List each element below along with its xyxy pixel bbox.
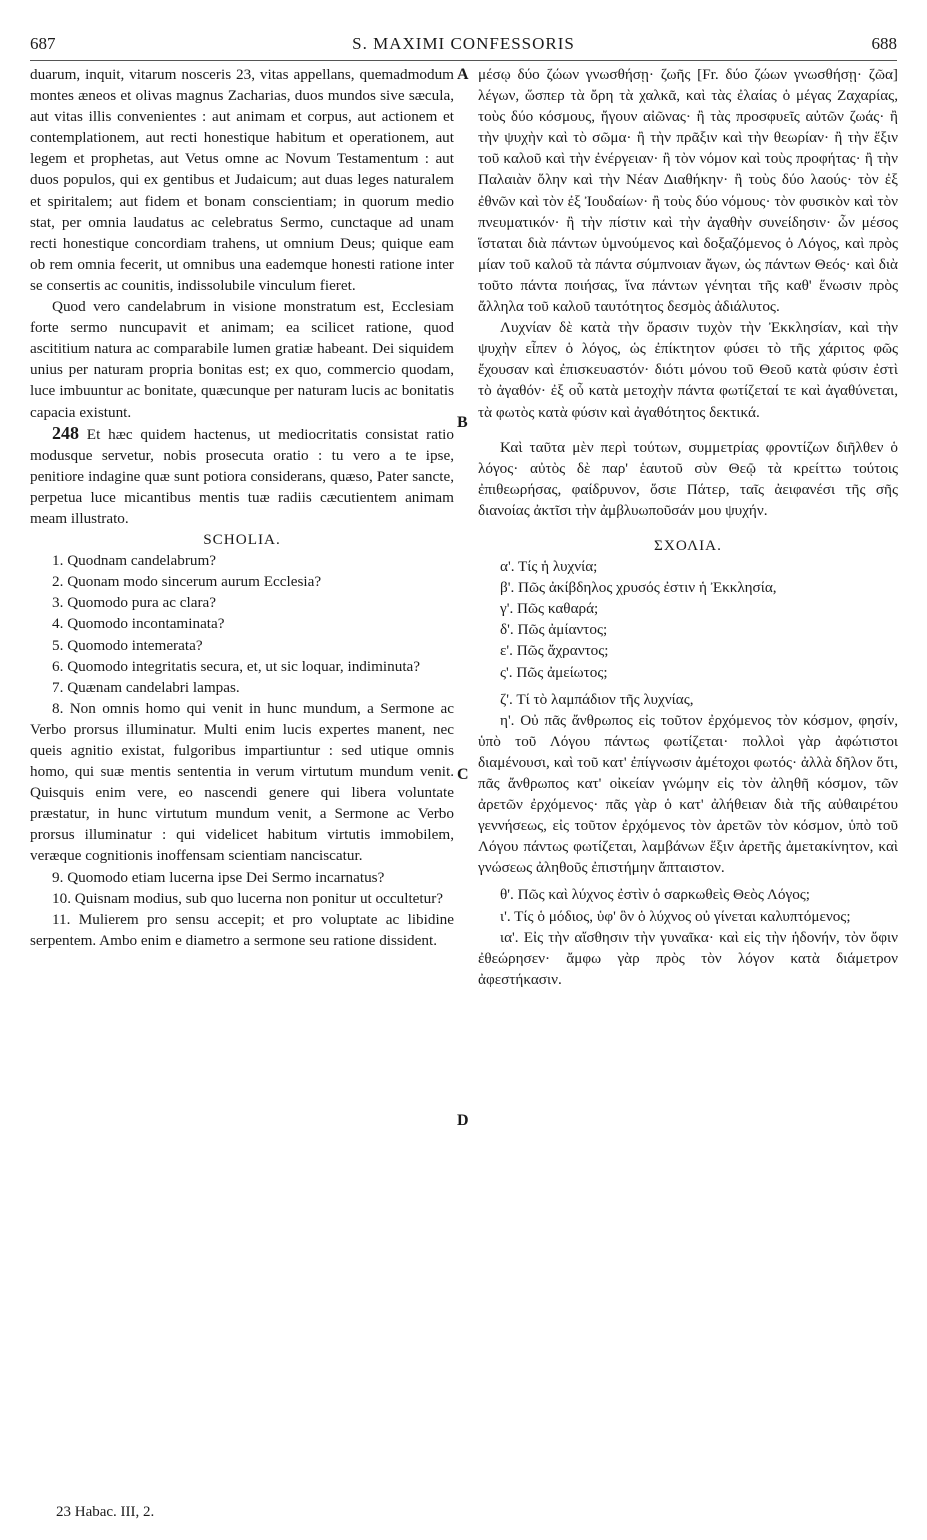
scholion-latin-9: 9. Quomodo etiam lucerna ipse Dei Sermo incarnatus? (52, 868, 385, 886)
scholion-latin-5: 5. Quomodo intemerata? (52, 636, 203, 654)
latin-paragraph-3 (30, 423, 454, 529)
greek-paragraph-1: μέσῳ δύο ζώων γνωσθήσῃ· ζωῆς [Fr. δύο ζώων γνωσθήσῃ· ζῶα] λέγων, ὥσπερ τὰ ὄρη τὰ χαλκᾶ, καὶ τὰς ἐλαίας ὁ μέγας Ζαχαρίας, τοὺς δύο κόσμους, ἤγουν αἰῶνας· ἢ τὰς προσφυεῖς αὐτῶν ζωάς· ἢ τὴν ψυχὴν καὶ τὸ σῶμα· ἢ τὴν πρᾶξιν καὶ τὴν θεωρίαν· ἢ τὴν ἕξιν τοῦ καλοῦ καὶ τὴν ἐνέργειαν· ἢ τὸν νόμον καὶ τοὺς προφήτας· ἢ τὴν Παλαιὰν ὅλην καὶ τὴν Νέαν Διαθήκην· ἢ τοὺς δύο λαούς· τὸν ἐξ ἐθνῶν καὶ τὸν ἐξ Ἰουδαίων· ἢ τοὺς δύο νόμους· τὸν φυσικὸν καὶ τὸν πνευματικόν· ἢ τὴν πίστιν καὶ τὴν ἀγαθὴν συνείδησιν· ὧν μέσος ἵσταται διὰ πάντων ὑμνούμενος καὶ δοξαζόμενος ὁ Λόγος, καὶ πρὸς μίαν τοῦ καλοῦ τὰ πάντα σύμπνοιαν ἄγων, ὡς πάντων Θεός· καὶ διὰ τοῦτο πάντα ποιήσας, ἵνα πάντων γένηται τῆς καθ' ἕνωσιν πρὸς ἄλληλα τοῦ καλοῦ ταυτότητος δεσμὸς ἀδιάλυτος. (478, 66, 898, 316)
margin-marker-b: B (457, 414, 468, 431)
scholion-greek-7: ζ'. Τί τὸ λαμπάδιον τῆς λυχνίας, (500, 690, 694, 708)
latin-paragraph-1: duarum, inquit, vitarum nosceris 23, vitas appellans, quemadmodum montes æneos et olivas magnus Zacharias, duos mundos sive sæcula, aut vitas illis convenientes : aut animam et corpus, aut actionem et contemplationem, aut recti honestique habitum et operationem, aut legem et prophetas, aut Vetus omne ac Novum Testamentum : aut duos populos, qui ex gentibus et Judaicum; aut duas leges naturalem et spiritalem; aut fidem et bonam conscientiam; in quorum medio stat, per omnia laudatus ac celebratus Sermo, cunctaque ad unam recti honestique concordiam trahens, ut omnium Deus; quique eam ob rem omnia fecerit, ut omnibus una eademque honesti ratione inter se consertis ac counitis, indissolubile vinculum fieret. (30, 66, 454, 294)
scholion-greek-4: δ'. Πῶς ἀμίαντος; (500, 621, 608, 639)
scholion-greek-9: θ'. Πῶς καὶ λύχνος ἐστὶν ὁ σαρκωθεὶς Θεὸς Λόγος; (500, 886, 811, 904)
spacer (478, 423, 898, 437)
greek-paragraph-3: Καὶ ταῦτα μὲν περὶ τούτων, συμμετρίας φροντίζων διῆλθεν ὁ λόγος· αὐτὸς δὲ παρ' ἑαυτοῦ σὺν Θεῷ τὰ κρείττω τούτοις ἐπιθεωρήσας, φαίδρυνον, ὅσιε Πάτερ, ταῖς ἀειφανέσι τῆς σῆς διανοίας ἀκτῖσι τὴν ἀμβλυωποῦσάν μου ψυχήν. (478, 438, 898, 519)
margin-marker-d: D (457, 1112, 469, 1129)
margin-marker-c: C (457, 766, 469, 783)
scholion-latin-4: 4. Quomodo incontaminata? (52, 615, 225, 633)
greek-paragraph-2: Λυχνίαν δὲ κατὰ τὴν ὅρασιν τυχὸν τὴν Ἐκκλησίαν, καὶ τὴν ψυχὴν εἶπεν ὁ λόγος, ὡς ἐπίκτητον φύσει τὸ τῆς χάριτος φῶς ἔχουσαν καὶ ἐπισκευαστόν· διότι μόνου τοῦ Θεοῦ κατὰ φύσιν ἐστὶ τὸ ἀγαθόν· ἐξ οὗ κατὰ μετοχὴν πάντα φωτίζεταί τε καὶ ἀγαθύνεται, τὰ φωτὸς κατὰ φύσιν καὶ ἀγαθότητος δεκτικά. (478, 319, 898, 421)
scholion-latin-6: 6. Quomodo integritatis secura, et, ut sic loquar, indiminuta? (52, 657, 421, 675)
footnote: 23 Habac. III, 2. (56, 1504, 155, 1520)
latin-paragraph-3-text: Et hæc quidem hactenus, ut mediocritatis consistat ratio modusque servetur, nobis prosecuta oratio : tu vero a te ipse, penitiore indagine quæ sunt potiora considerans, quæso, Pater sancte, perpetua luce micantibus mentis tuæ radiis cæcutientem animam meam illustrato. (30, 425, 454, 527)
scholion-greek-8: η'. Οὐ πᾶς ἄνθρωπος εἰς τοῦτον ἐρχόμενος τὸν κόσμον, φησίν, ὑπὸ τοῦ Λόγου πάντως φωτίζεται· πολλοὶ γὰρ ἀφώτιστοι διαμένουσι, καὶ τοῦ κατ' ἐπίγνωσιν ἀμέτοχοι φωτός· ἀλλὰ δῆλον ὅτι, πᾶς ἄνθρωπος κατ' οἰκείαν γνώμην εἰς τὸν ἀληθῆ κόσμον, τῶν ἀρετῶν ἐρχόμενος· πᾶς γὰρ ὁ κατ' ἀλήθειαν διὰ τῆς αὐθαιρέτου γεννήσεως, εἰς τοῦτον ἐρχόμενος τὸν ἀρετῶν τὸν κόσμον, ὑπὸ τοῦ Λόγου πάντως φωτίζεται, λαμβάνων ἕξιν ἀρετῆς ἀμετακίνητον, καὶ γνώσεως ἀληθοῦς ἐπιστήμην ἄπταιστον. (478, 711, 898, 877)
greek-column (478, 64, 898, 990)
margin-marker-a: A (457, 66, 469, 83)
latin-column (30, 64, 454, 951)
section-number: 248 (52, 422, 79, 443)
running-title: S. MAXIMI CONFESSORIS (352, 34, 575, 53)
page-number-left: 687 (30, 34, 56, 53)
scholion-latin-2: 2. Quonam modo sincerum aurum Ecclesia? (52, 573, 322, 591)
page-header (30, 34, 897, 61)
scholia-heading-latin: SCHOLIA. (203, 531, 281, 549)
scholion-greek-1: α'. Τίς ἡ λυχνία; (500, 558, 598, 576)
spacer (478, 521, 898, 535)
scholion-greek-6: ς'. Πῶς ἀμείωτος; (500, 663, 608, 681)
scholion-greek-2: β'. Πῶς ἀκίβδηλος χρυσός ἐστιν ἡ Ἐκκλησία, (500, 579, 777, 597)
scholion-greek-10: ι'. Τίς ὁ μόδιος, ὑφ' ὃν ὁ λύχνος οὐ γίνεται καλυπτόμενος; (500, 907, 851, 925)
scholion-latin-1: 1. Quodnam candelabrum? (52, 552, 217, 570)
scholion-latin-10: 10. Quisnam modius, sub quo lucerna non ponitur ut occultetur? (52, 889, 444, 907)
scholion-latin-11: 11. Mulierem pro sensu accepit; et pro voluptate ac libidine serpentem. Ambo enim e diametro a sermone seu ratione dissident. (30, 910, 454, 949)
scholion-latin-8: 8. Non omnis homo qui venit in hunc mundum, a Sermone ac Verbo prorsus illuminatur. Multi enim lucis expertes manent, nec queis agnitio existat, fulgoribus impartiuntur : sed utique omnis homo, qui suæ mentis sententia in verum virtutum mundum venit. Quisquis enim vere, eo nascendi genere qui libera voluntate præstatur, in hunc virtutum mundum venit, a Sermone ac Verbo prorsus illuminatur : qui videlicet habitum virtutis immobilem, veræque cognitionis inoffensam scientiam nanciscatur. (30, 699, 454, 865)
scholion-greek-5: ε'. Πῶς ἄχραντος; (500, 642, 609, 660)
page-number-right: 688 (871, 34, 897, 53)
scholion-latin-7: 7. Quænam candelabri lampas. (52, 678, 240, 696)
scholion-greek-11: ια'. Εἰς τὴν αἴσθησιν τὴν γυναῖκα· καὶ εἰς τὴν ἡδονήν, τὸν ὄφιν ἐθεώρησεν· ἄμφω γὰρ πρὸς τὸν λόγον κατὰ διάμετρον ἀφεστήκασιν. (478, 928, 898, 988)
scholia-heading-greek: ΣΧΟΛΙΑ. (654, 536, 722, 554)
scholion-latin-3: 3. Quomodo pura ac clara? (52, 594, 217, 612)
scholion-greek-3: γ'. Πῶς καθαρά; (500, 600, 599, 618)
latin-paragraph-2: Quod vero candelabrum in visione monstratum est, Ecclesiam forte sermo nuncupavit et animam; ea scilicet ratione, quod ascititium natura ac comparabile lumen gratiæ habeant. Dei siquidem unius per naturam propria bonitas est; ex quo, commercio quodam, luce imbuuntur ac bonitate, quæcunque per naturam lucis ac bonitatis capacia existunt. (30, 298, 454, 421)
